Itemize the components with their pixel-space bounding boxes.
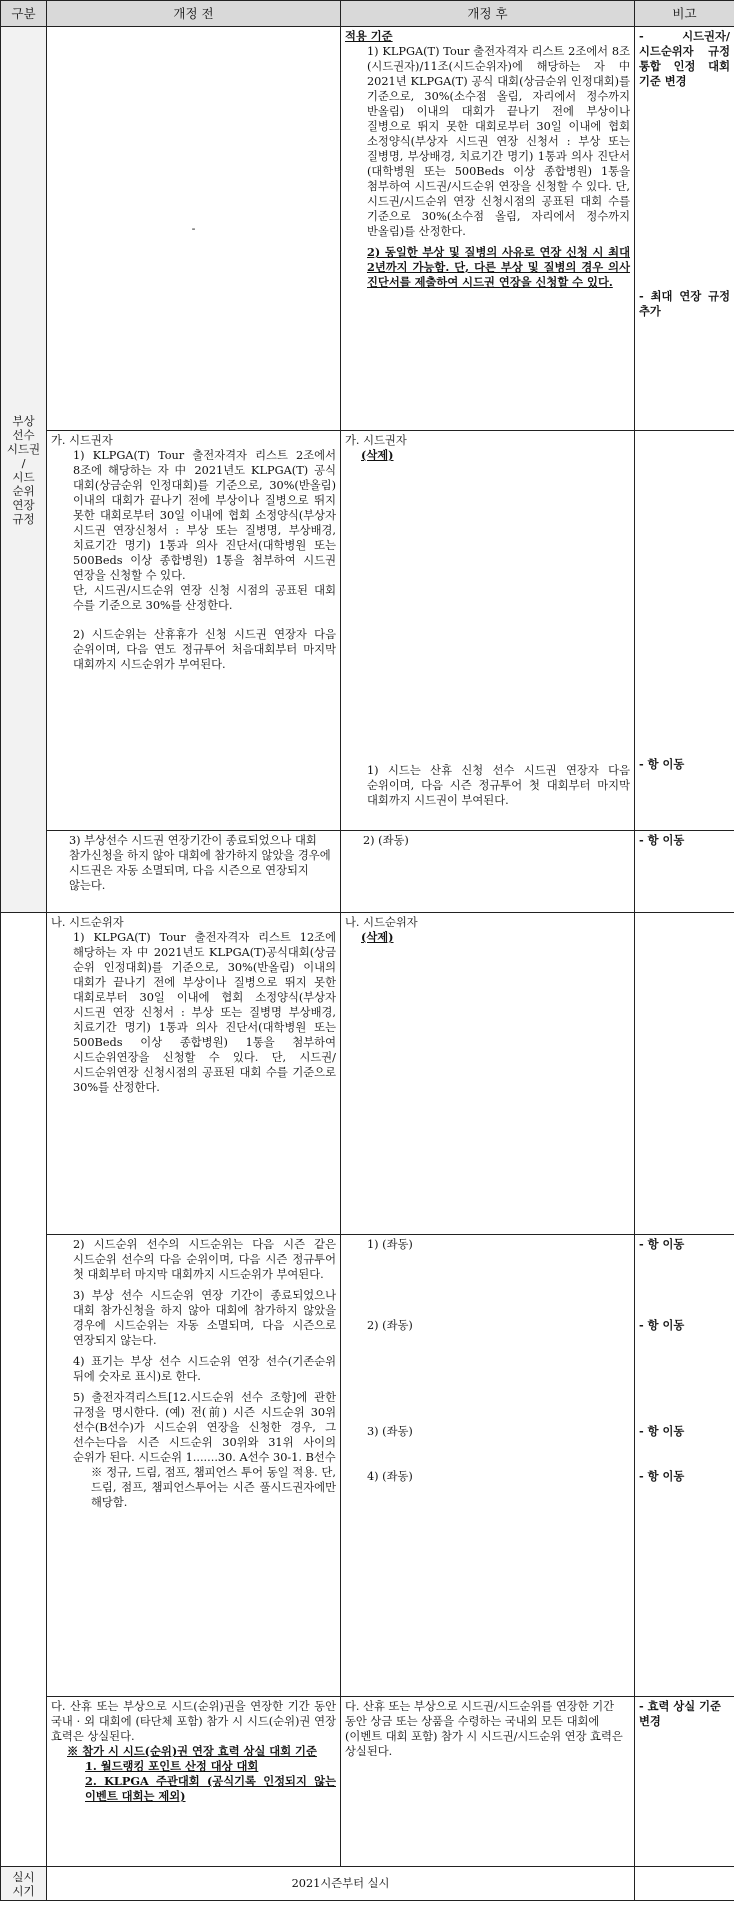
r2-after-head: 가. 시드권자 <box>345 434 407 447</box>
r4-after-head: 나. 시드순위자 <box>345 916 418 929</box>
r5-before <box>47 1235 341 1697</box>
r2-before-1: 1) KLPGA(T) Tour 출전자격자 리스트 2조에서 8조에 해당하는 자 中 2021년도 KLPGA(T) 공식 대회(상금순위 인정대회)를 기준으로, 30%(반올림) 이내의 대회가 끝나기 전에 부상이나 질병으로 뛰지 못한 대회로부터 30일 이내에 협회 소정양식(부상자 시드권 연장신청서 : 부상 또는 질병명, 부상배경, 치료기간 명기) 1통과 의사 진단서(대학병원 또는 500Beds 이상 종합병원) 1통을 첨부하여 시드권 연장을 신청할 수 있다. <box>73 449 336 582</box>
r4-after <box>341 913 635 1235</box>
footer-row <box>1 1867 734 1901</box>
r1-note-2: - 최대 연장 규정 추가 <box>639 289 730 318</box>
r2-note-1: - 항 이동 <box>639 757 685 771</box>
r4-after-deleted: (삭제) <box>361 930 394 944</box>
header-row <box>1 1 734 27</box>
r5-after-3: 3) (좌동) <box>367 1425 413 1438</box>
row-seed-rank <box>1 913 734 1235</box>
footer-label: 실시 시기 <box>1 1867 47 1901</box>
r1-after <box>341 27 635 431</box>
r5-after-4: 4) (좌동) <box>367 1470 413 1483</box>
blank-category-cell <box>1 913 47 1867</box>
r2-note <box>635 431 734 831</box>
r1-after-item-1: 1) KLPGA(T) Tour 출전자격자 리스트 2조에서 8조(시드권자)/11조(시드순위자)에 해당하는 자 中 2021년 KLPGA(T) 공식 대회(상금순위 인정대회)를 기준으로, 30%(소수점 올림, 자리에서 정수까지 반올림) 이내의 대회가 끝나기 전에 부상이나 질병으로 뛰지 못한 대회로부터 30일 이내에 협회 소정양식(부상자 시드권 연장 신청서 : 부상 또는 질병명, 부상배경, 치료기간 명기) 1통과 의사 진단서(대학병원 또는 500Beds 이상 종합병원) 1통을 첨부하여 시드권/시드순위 연장을 신청할 수 있다. 단, 시드권/시드순위 연장 신청시점의 공표된 대회 수를 기준으로 30%(소수점 올림, 자리에서 정수까지 반올림)를 산정한다. <box>367 45 630 238</box>
r4-note <box>635 913 734 1235</box>
r1-before: - <box>47 27 341 431</box>
r4-before <box>47 913 341 1235</box>
r5-before-5: 5) 출전자격리스트[12.시드순위 선수 조항]에 관한 규정을 명시한다. (예) 전(前) 시즌 시드순위 30위 선수(B선수)가 시드순위 연장을 신청한 경우, 그 선수는다음 시즌 시드순위 30위와 31위 사이의 순위가 된다. 시드순위 1.......30. A선수 30-1. B선수 <box>73 1391 336 1464</box>
header-after: 개정 후 <box>341 1 635 27</box>
r2-before <box>47 431 341 831</box>
row-expiry <box>1 831 734 913</box>
r6-before-note: ※ 참가 시 시드(순위)권 연장 효력 상실 대회 기준 <box>67 1744 317 1758</box>
r5-before-4: 4) 표기는 부상 선수 시드순위 연장 선수(기존순위 뒤에 숫자로 표시)로 한다. <box>73 1355 336 1383</box>
r5-before-2: 2) 시드순위 선수의 시드순위는 다음 시즌 같은 시드순위 선수의 다음 순위이며, 다음 시즌 정규투어 첫 대회부터 마지막 대회까지 시드순위가 부여된다. <box>73 1238 336 1281</box>
r6-note: - 효력 상실 기준 변경 <box>635 1697 734 1867</box>
r2-before-head: 가. 시드권자 <box>51 434 113 447</box>
r3-before: 3) 부상선수 시드권 연장기간이 종료되었으나 대회 참가신청을 하지 않아 대회에 참가하지 않았을 경우에 시드권은 자동 소멸되며, 다음 시즌으로 연장되지 않는다. <box>47 831 341 913</box>
row-seed-rank-items <box>1 1235 734 1697</box>
r6-before-note-1: 1. 월드랭킹 포인트 산정 대상 대회 <box>85 1759 259 1773</box>
r5-note-1: - 항 이동 <box>639 1237 685 1251</box>
header-before: 개정 전 <box>47 1 341 27</box>
category-label: 부상 선수 시드권/ 시드 순위 연장 규정 <box>6 413 41 526</box>
r6-before <box>47 1697 341 1867</box>
r3-after: 2) (좌동) <box>341 831 635 913</box>
r3-note: - 항 이동 <box>635 831 734 913</box>
r5-after-2: 2) (좌동) <box>367 1319 413 1332</box>
r4-before-head: 나. 시드순위자 <box>51 916 124 929</box>
r5-note-2: - 항 이동 <box>639 1318 685 1332</box>
r2-after-deleted: (삭제) <box>361 448 394 462</box>
r5-note <box>635 1235 734 1697</box>
footer-note <box>635 1867 734 1901</box>
r1-after-item-2: 2) 동일한 부상 및 질병의 사유로 연장 신청 시 최대 2년까지 가능함. 단, 다른 부상 및 질병의 경우 의사 진단서를 제출하여 시드권 연장을 신청할 수 있다. <box>367 245 630 289</box>
r6-before-main: 다. 산휴 또는 부상으로 시드(순위)권을 연장한 기간 동안 국내 · 외 대회에 (타단체 포함) 참가 시 시드(순위)권 연장 효력은 상실된다. <box>51 1700 336 1743</box>
r5-before-5-note: ※ 정규, 드림, 점프, 챔피언스 투어 동일 적용. 단, 드림, 점프, 챔피언스투어는 시즌 풀시드권자에만 해당함. <box>91 1466 336 1509</box>
r2-after <box>341 431 635 831</box>
r5-note-4: - 항 이동 <box>639 1469 685 1483</box>
r1-note <box>635 27 734 431</box>
header-category: 구분 <box>1 1 47 27</box>
r5-after <box>341 1235 635 1697</box>
r2-before-1b: 단, 시드권/시드순위 연장 신청 시점의 공표된 대회 수를 기준으로 30%를 산정한다. <box>73 584 336 612</box>
r4-before-1: 1) KLPGA(T) Tour 출전자격자 리스트 12조에 해당하는 자 中 2021년도 KLPGA(T)공식대회(상금 순위 인정대회)를 기준으로, 30%(반올림) 이내의 대회가 끝나기 전에 부상이나 질병으로 뛰지 못한 대회로부터 30일 이내에 협회 소정양식(부상자 시드권 연장 신청서 : 부상 또는 질병명 부상배경, 치료기간 명기) 1통과 의사 진단서(대학병원 또는 500Beds 이상 종합병원) 1통을 첨부하여 시드순위연장을 신청할 수 있다. 단, 시드권/시드순위연장 신청시점의 공표된 대회 수를 기준으로 30%를 산정한다. <box>73 931 336 1094</box>
r6-before-note-2: 2. KLPGA 주관대회 (공식기록 인정되지 않는 이벤트 대회는 제외) <box>85 1774 336 1803</box>
r2-before-2: 2) 시드순위는 산휴휴가 신청 시드권 연장자 다음 순위이며, 다음 연도 정규투어 처음대회부터 마지막 대회까지 시드순위가 부여된다. <box>73 628 336 671</box>
row-apply-criteria <box>1 27 734 431</box>
row-expiry-conditions <box>1 1697 734 1867</box>
r5-note-3: - 항 이동 <box>639 1424 685 1438</box>
r5-before-3: 3) 부상 선수 시드순위 연장 기간이 종료되었으나 대회 참가신청을 하지 않아 대회에 참가하지 않았을 경우에 시드순위는 자동 소멸되며, 다음 시즌으로 연장되지 않는다. <box>73 1289 336 1347</box>
row-seed-holder <box>1 431 734 831</box>
footer-value: 2021시즌부터 실시 <box>47 1867 635 1901</box>
r6-after: 다. 산휴 또는 부상으로 시드권/시드순위를 연장한 기간 동안 상금 또는 상품을 수령하는 국내외 모든 대회에(이벤트 대회 포함) 참가 시 시드권/시드순위 연장 효력은 상실된다. <box>341 1697 635 1867</box>
r1-after-title: 적용 기준 <box>345 29 393 43</box>
r2-after-1: 1) 시드는 산휴 신청 선수 시드권 연장자 다음 순위이며, 다음 시즌 정규투어 첫 대회부터 마지막 대회까지 시드권이 부여된다. <box>367 764 630 807</box>
category-cell <box>1 27 47 913</box>
r5-after-1: 1) (좌동) <box>367 1238 413 1251</box>
r1-note-1: - 시드권자/ 시드순위자 규정 통합 인정 대회 기준 변경 <box>639 29 730 88</box>
header-note: 비고 <box>635 1 734 27</box>
